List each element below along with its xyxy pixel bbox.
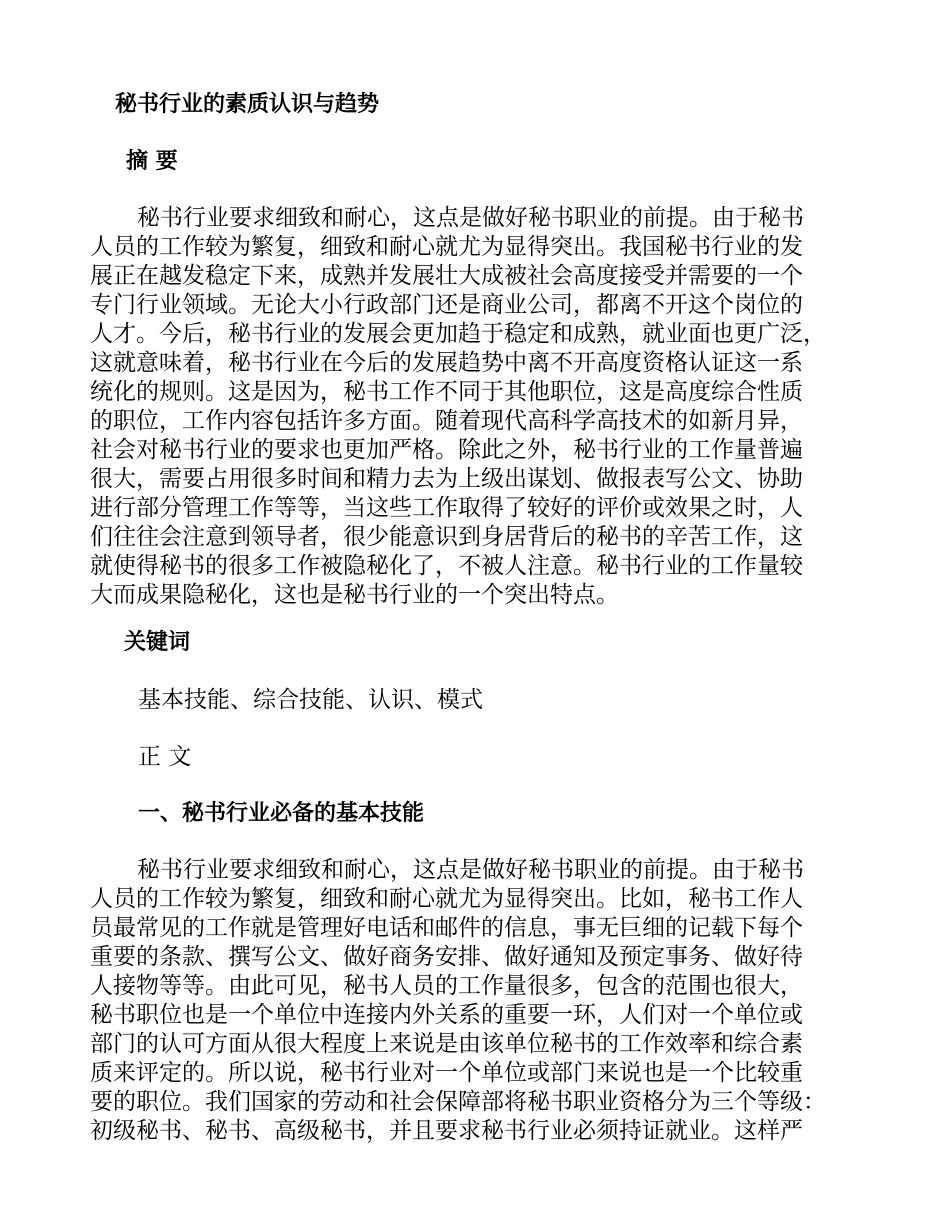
- text-line: 部门的认可方面从很大程度上来说是由该单位秘书的工作效率和综合素: [90, 1031, 803, 1057]
- text-line: 们往往会注意到领导者，很少能意识到身居背后的秘书的辛苦工作，这: [90, 524, 803, 550]
- text-line: 要的职位。我们国家的劳动和社会保障部将秘书职业资格分为三个等级：: [90, 1089, 826, 1115]
- text-line: 进行部分管理工作等等，当这些工作取得了较好的评价或效果之时，人: [90, 495, 803, 521]
- text-line: 展正在越发稳定下来，成熟并发展壮大成被社会高度接受并需要的一个: [90, 263, 803, 289]
- text-line: 很大，需要占用很多时间和精力去为上级出谋划、做报表写公文、协助: [90, 466, 803, 492]
- text-line: 重要的条款、撰写公文、做好商务安排、做好通知及预定事务、做好待: [90, 944, 803, 970]
- abstract-heading: 摘 要: [126, 149, 178, 174]
- keywords-list: 基本技能、综合技能、认识、模式: [138, 687, 483, 713]
- text-line: 统化的规则。这是因为，秘书工作不同于其他职位，这是高度综合性质: [90, 379, 803, 405]
- text-line: 人员的工作较为繁复，细致和耐心就尤为显得突出。比如，秘书工作人: [90, 886, 803, 912]
- text-line: 这就意味着，秘书行业在今后的发展趋势中离不开高度资格认证这一系: [90, 350, 803, 376]
- document-title: 秘书行业的素质认识与趋势: [115, 92, 380, 117]
- text-line: 秘书行业要求细致和耐心，这点是做好秘书职业的前提。由于秘书: [137, 857, 804, 883]
- text-line: 秘书职位也是一个单位中连接内外关系的重要一环，人们对一个单位或: [90, 1002, 803, 1028]
- text-line: 人员的工作较为繁复，细致和耐心就尤为显得突出。我国秘书行业的发: [90, 234, 803, 260]
- body-heading: 正 文: [138, 744, 192, 770]
- keywords-heading: 关键词: [124, 630, 191, 655]
- text-line: 秘书行业要求细致和耐心，这点是做好秘书职业的前提。由于秘书: [137, 205, 804, 231]
- abstract-paragraph: [90, 204, 870, 610]
- text-line: 专门行业领域。无论大小行政部门还是商业公司，都离不开这个岗位的: [90, 292, 803, 318]
- text-line: 就使得秘书的很多工作被隐秘化了，不被人注意。秘书行业的工作量较: [90, 553, 803, 579]
- section-heading: 一、秘书行业必备的基本技能: [138, 801, 425, 826]
- text-line: 人接物等等。由此可见，秘书人员的工作量很多，包含的范围也很大，: [90, 973, 803, 999]
- text-line: 初级秘书、秘书、高级秘书，并且要求秘书行业必须持证就业。这样严: [90, 1118, 803, 1144]
- section-paragraph: [90, 856, 870, 1146]
- text-line: 的职位，工作内容包括许多方面。随着现代高科学高技术的如新月异，: [90, 408, 803, 434]
- text-line: 大而成果隐秘化，这也是秘书行业的一个突出特点。: [90, 582, 619, 608]
- text-line: 人才。今后，秘书行业的发展会更加趋于稳定和成熟，就业面也更广泛，: [90, 321, 826, 347]
- text-line: 质来评定的。所以说，秘书行业对一个单位或部门来说也是一个比较重: [90, 1060, 803, 1086]
- text-line: 社会对秘书行业的要求也更加严格。除此之外，秘书行业的工作量普遍: [90, 437, 803, 463]
- text-line: 员最常见的工作就是管理好电话和邮件的信息，事无巨细的记载下每个: [90, 915, 803, 941]
